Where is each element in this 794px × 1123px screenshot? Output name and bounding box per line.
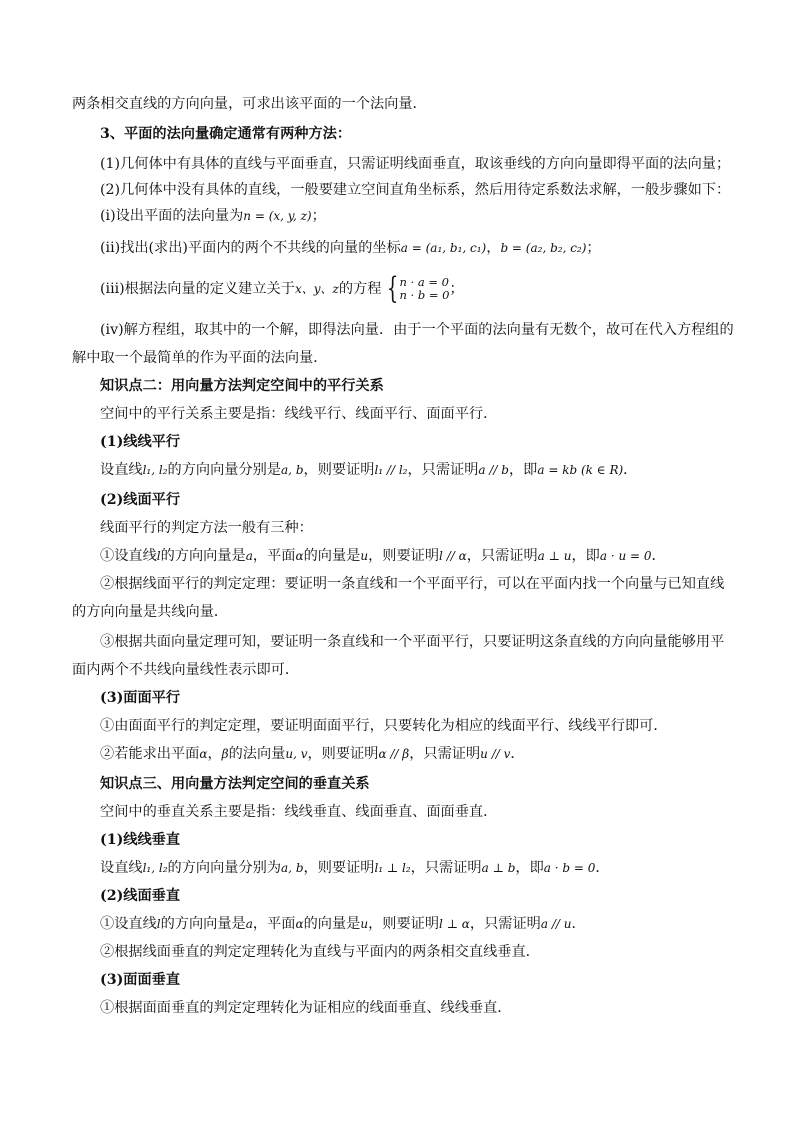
paragraph-line: ②根据线面垂直的判定定理转化为直线与平面内的两条相交直线垂直． — [100, 944, 540, 960]
paragraph-line: ③根据共面向量定理可知，要证明一条直线和一个平面平行，只要证明这条直线的方向向量能够用平 — [100, 634, 725, 650]
paragraph-line: ②根据线面平行的判定定理：要证明一条直线和一个平面平行，可以在平面内找一个向量与已知直线 — [100, 576, 725, 592]
paragraph-line: ①根据面面垂直的判定定理转化为证相应的线面垂直、线线垂直． — [100, 1000, 512, 1016]
paragraph-line: 线面平行的判定方法一般有三种： — [100, 520, 313, 536]
subsection-heading: (3)面面平行 — [100, 690, 181, 706]
step-line: (i)设出平面的法向量为n = (x, y, z)； — [100, 208, 326, 224]
subsection-heading: (1)线线垂直 — [100, 832, 181, 848]
paragraph-line: (iv)解方程组，取其中的一个解，即得法向量．由于一个平面的法向量有无数个，故可在代入方程组的 — [100, 322, 734, 338]
paragraph-line: (2)几何体中没有具体的直线，一般要建立空间直角坐标系，然后用待定系数法求解，一般步骤如下： — [100, 182, 731, 198]
subsection-heading: (3)面面垂直 — [100, 972, 181, 988]
paragraph-line: 设直线l₁, l₂的方向向量分别是a, b，则要证明l₁ // l₂，只需证明a // b，即a = kb (k ∈ R)． — [100, 462, 638, 478]
step-line: (iii)根据法向量的定义建立关于x、y、z的方程 {n · a = 0 n · b = 0； — [100, 271, 464, 306]
math-expression: x、y、z — [294, 282, 339, 296]
paragraph-line: 的方向向量是共线向量． — [72, 604, 229, 620]
paragraph-line: 空间中的垂直关系主要是指：线线垂直、线面垂直、面面垂直． — [100, 804, 498, 820]
section-heading: 知识点三、用向量方法判定空间的垂直关系 — [100, 776, 370, 792]
section-heading: 3、平面的法向量确定通常有两种方法： — [100, 126, 352, 142]
paragraph-line: 设直线l₁, l₂的方向向量分别为a, b，则要证明l₁ ⊥ l₂，只需证明a ⊥ b，即a · b = 0． — [100, 860, 610, 876]
subsection-heading: (2)线面垂直 — [100, 888, 181, 904]
left-brace-icon: { — [387, 271, 399, 306]
paragraph-line: 解中取一个最简单的作为平面的法向量． — [72, 350, 328, 366]
paragraph-line: 面内两个不共线向量线性表示即可． — [72, 662, 300, 678]
math-expression: a = (a₁, b₁, c₁) — [400, 241, 487, 255]
section-heading: 知识点二：用向量方法判定空间中的平行关系 — [100, 378, 384, 394]
paragraph-line: 两条相交直线的方向向量，可求出该平面的一个法向量． — [72, 96, 427, 112]
paragraph-line: 空间中的平行关系主要是指：线线平行、线面平行、面面平行． — [100, 406, 498, 422]
math-expression: n = (x, y, z) — [243, 209, 312, 223]
math-expression: b = (a₂, b₂, c₂) — [500, 241, 587, 255]
paragraph-line: ②若能求出平面α，β的法向量u, v，则要证明α // β，只需证明u // v． — [100, 746, 525, 762]
paragraph-line: (1)几何体中有具体的直线与平面垂直，只需证明线面垂直，取该垂线的方向向量即得平面的法向量； — [100, 156, 731, 172]
equation-system: {n · a = 0 n · b = 0 — [387, 271, 450, 306]
step-line: (ii)找出(求出)平面内的两个不共线的向量的坐标a = (a₁, b₁, c₁)，b = (a₂, b₂, c₂)； — [100, 240, 601, 256]
subsection-heading: (1)线线平行 — [100, 434, 181, 450]
paragraph-line: ①设直线l的方向向量是a，平面α的向量是u，则要证明l ⊥ α，只需证明a // u． — [100, 916, 586, 932]
paragraph-line: ①由面面平行的判定定理，要证明面面平行，只要转化为相应的线面平行、线线平行即可． — [100, 718, 668, 734]
paragraph-line: ①设直线l的方向向量是a，平面α的向量是u，则要证明l // α，只需证明a ⊥ u，即a · u = 0． — [100, 548, 666, 564]
subsection-heading: (2)线面平行 — [100, 492, 181, 508]
